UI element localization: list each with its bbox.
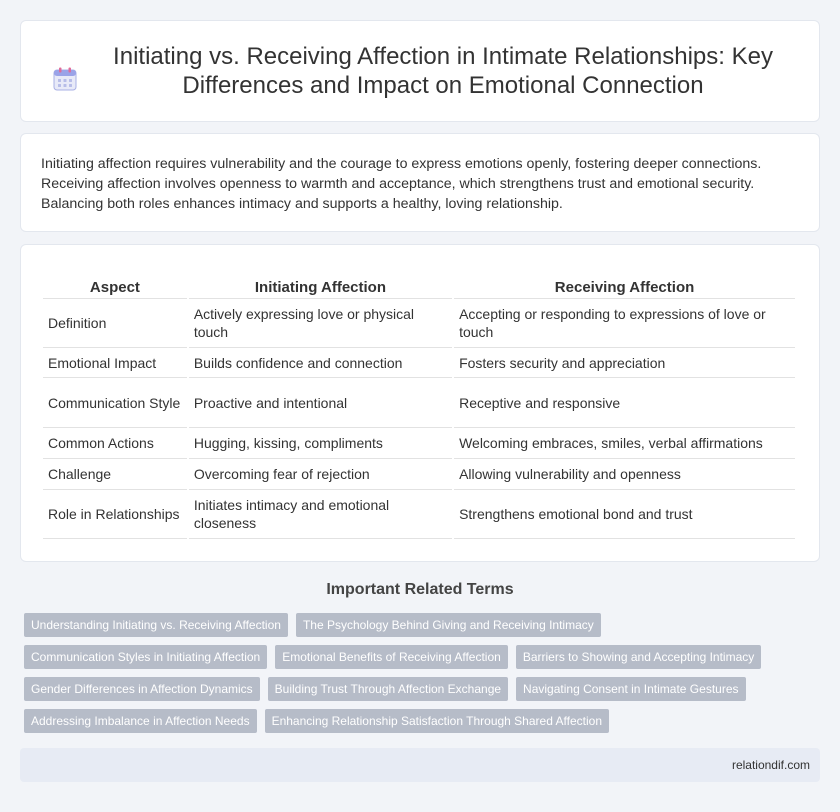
related-tag[interactable]: Building Trust Through Affection Exchange (268, 677, 508, 701)
table-cell-aspect: Emotional Impact (43, 348, 187, 378)
related-tag[interactable]: Communication Styles in Initiating Affection (24, 645, 267, 669)
footer-site[interactable]: relationdif.com (731, 758, 810, 772)
related-tags-row (24, 677, 754, 701)
table-cell-aspect: Challenge (43, 459, 187, 490)
related-tag[interactable]: Gender Differences in Affection Dynamics (24, 677, 260, 701)
related-tags-row (24, 709, 617, 733)
table-header-receiving: Receiving Affection (454, 269, 795, 299)
table-cell-initiating: Overcoming fear of rejection (189, 459, 452, 490)
table-cell-receiving: Strengthens emotional bond and trust (454, 490, 795, 539)
table-row (43, 490, 795, 539)
table-row (43, 378, 795, 428)
related-tag[interactable]: Addressing Imbalance in Affection Needs (24, 709, 257, 733)
related-tags-row (24, 613, 609, 637)
table-cell-initiating: Hugging, kissing, compliments (189, 428, 452, 459)
related-tag[interactable]: Enhancing Relationship Satisfaction Through Shared Affection (265, 709, 609, 733)
comparison-table-card (20, 244, 820, 562)
table-cell-aspect: Common Actions (43, 428, 187, 459)
table-cell-initiating: Proactive and intentional (189, 378, 452, 428)
related-tags-row (24, 645, 769, 669)
title-wrap (22, 42, 818, 100)
table-header-row (43, 269, 795, 299)
table-cell-receiving: Accepting or responding to expressions of love or touch (454, 299, 795, 348)
page-title: Initiating vs. Receiving Affection in Intimate Relationships: Key Differences and Impact on Emotional Connection (113, 43, 773, 99)
table-cell-initiating: Actively expressing love or physical touch (189, 299, 452, 348)
table-cell-receiving: Fosters security and appreciation (454, 348, 795, 378)
table-cell-aspect: Role in Relationships (43, 490, 187, 539)
related-tag[interactable]: Understanding Initiating vs. Receiving Affection (24, 613, 288, 637)
intro-card (20, 133, 820, 232)
related-terms-title: Important Related Terms (326, 581, 514, 598)
footer (20, 748, 820, 782)
table-cell-aspect: Communication Style (43, 378, 187, 428)
table-row (43, 428, 795, 459)
table-row (43, 348, 795, 378)
table-cell-receiving: Receptive and responsive (454, 378, 795, 428)
calendar-icon (52, 66, 78, 92)
related-tag[interactable]: Barriers to Showing and Accepting Intimacy (516, 645, 761, 669)
table-header-aspect: Aspect (43, 269, 187, 299)
table-header-initiating: Initiating Affection (189, 269, 452, 299)
related-tag[interactable]: Emotional Benefits of Receiving Affection (275, 645, 508, 669)
intro-text: Initiating affection requires vulnerability and the courage to express emotions openly, fostering deeper connections. Receiving affection involves openness to warmth and acceptance, which strengthens trust and emotional security. Balancing both roles enhances intimacy and supports a healthy, loving relationship. (41, 156, 762, 212)
table-row (43, 299, 795, 348)
table-cell-aspect: Definition (43, 299, 187, 348)
related-tag[interactable]: Navigating Consent in Intimate Gestures (516, 677, 745, 701)
comparison-table (41, 269, 797, 539)
table-cell-receiving: Welcoming embraces, smiles, verbal affirmations (454, 428, 795, 459)
table-row (43, 459, 795, 490)
table-cell-receiving: Allowing vulnerability and openness (454, 459, 795, 490)
table-cell-initiating: Initiates intimacy and emotional closeness (189, 490, 452, 539)
title-card (20, 20, 820, 122)
table-cell-initiating: Builds confidence and connection (189, 348, 452, 378)
related-tag[interactable]: The Psychology Behind Giving and Receiving Intimacy (296, 613, 601, 637)
